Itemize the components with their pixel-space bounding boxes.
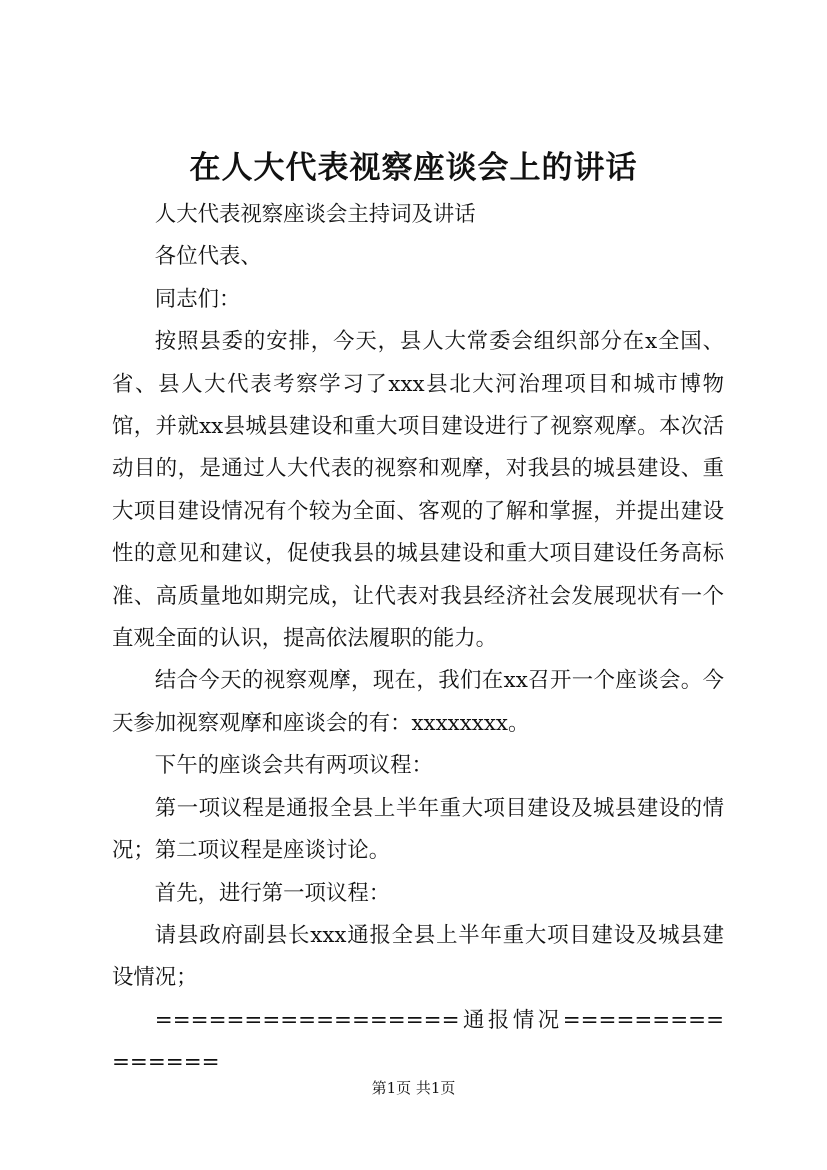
document-body [112,194,724,1085]
paragraph-meeting-attendees: 结合今天的视察观摩，现在，我们在xx召开一个座谈会。今天参加视察观摩和座谈会的有：xxxxxxxx。 [112,668,724,736]
paragraph-agenda-items: 第一项议程是通报全县上半年重大项目建设及城县建设的情况；第二项议程是座谈讨论。 [112,795,724,864]
paragraph-introduction: 按照县委的安排，今天，县人大常委会组织部分在x全国、省、县人大代表考察学习了xxx县北大河治理项目和城市博物馆，并就xx县城县建设和重大项目建设进行了视察观摩。本次活动目的，是通过人大代表的视察和观摩，对我县的城县建设、重大项目建设情况有个较为全面、客观的了解和掌握，并提出建设性的意见和建议，促使我县的城县建设和重大项目建设任务高标准、高质量地如期完成，让代表对我县经济社会发展现状有一个直观全面的认识，提高依法履职的能力。 [112,329,724,652]
paragraph-agenda-intro: 下午的座谈会共有两项议程： [154,753,433,779]
document-title: 在人大代表视察座谈会上的讲话 [189,150,638,186]
paragraph-report-request: 请县政府副县长xxx通报全县上半年重大项目建设及城县建设情况； [112,922,724,991]
paragraph-report-divider: =================通报情况=============== [112,1007,724,1076]
paragraph-salutation-1: 各位代表、 [154,244,262,270]
paragraph-first-item: 首先，进行第一项议程： [154,880,391,906]
paragraph-subtitle: 人大代表视察座谈会主持词及讲话 [154,202,476,227]
paragraph-salutation-2: 同志们： [154,286,241,312]
page-footer: 第1页 共1页 [371,1079,456,1097]
